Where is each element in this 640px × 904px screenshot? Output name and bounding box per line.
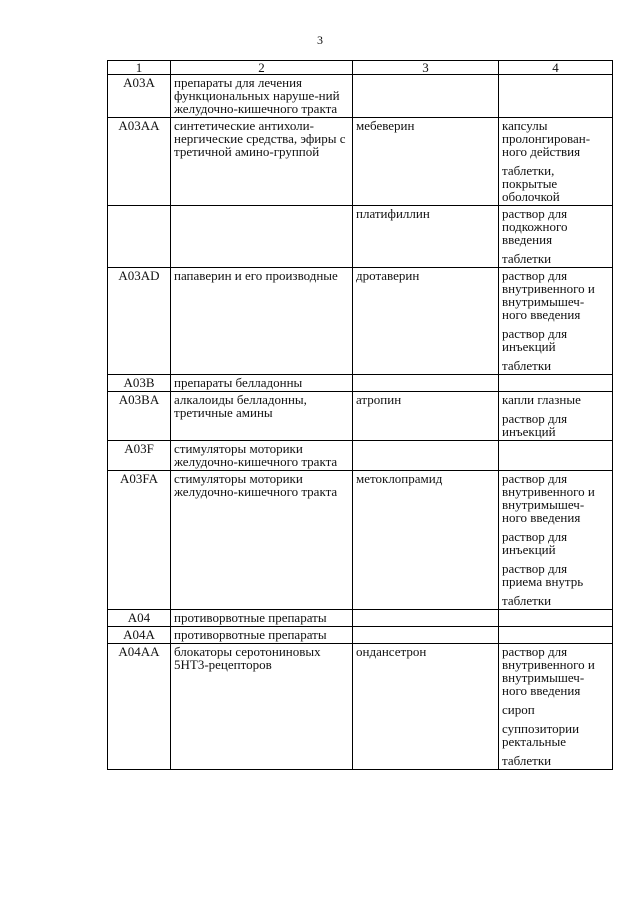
dosage-form: раствор для внутривенного и внутримышеч-ного введения	[502, 644, 595, 698]
atc-code-cell: A04	[108, 610, 171, 627]
drug-name-cell	[353, 441, 499, 471]
dosage-form: таблетки, покрытые оболочкой	[502, 163, 560, 204]
table-row	[108, 75, 613, 118]
atc-code-cell: A04AA	[108, 644, 171, 770]
atc-code-cell	[108, 206, 171, 268]
dosage-form: раствор для инъекций	[502, 529, 568, 557]
dosage-form: раствор для внутривенного и внутримышеч-ного введения	[502, 268, 595, 322]
dosage-forms-cell	[499, 118, 613, 206]
atc-code-cell: A03FA	[108, 471, 171, 610]
drug-name-cell: ондансетрон	[353, 644, 499, 770]
dosage-forms-cell	[499, 75, 613, 118]
group-name-cell: противорвотные препараты	[171, 610, 353, 627]
atc-code-cell: A04A	[108, 627, 171, 644]
dosage-forms-cell	[499, 644, 613, 770]
dosage-forms-cell	[499, 392, 613, 441]
atc-code-cell: A03BA	[108, 392, 171, 441]
drug-name-cell: метоклопрамид	[353, 471, 499, 610]
table-row	[108, 610, 613, 627]
drug-name-cell: платифиллин	[353, 206, 499, 268]
dosage-form: таблетки	[502, 358, 552, 373]
column-header: 1	[108, 61, 171, 75]
group-name-cell: стимуляторы моторики желудочно-кишечного тракта	[171, 441, 353, 471]
dosage-form: раствор для подкожного введения	[502, 206, 568, 247]
dosage-forms-cell	[499, 268, 613, 375]
table-row	[108, 268, 613, 375]
dosage-forms-cell	[499, 471, 613, 610]
group-name-cell	[171, 206, 353, 268]
group-name-cell: стимуляторы моторики желудочно-кишечного тракта	[171, 471, 353, 610]
dosage-forms-cell	[499, 610, 613, 627]
dosage-form: таблетки	[502, 251, 552, 266]
table-row	[108, 627, 613, 644]
table-row	[108, 206, 613, 268]
atc-code-cell: A03F	[108, 441, 171, 471]
group-name-cell: препараты белладонны	[171, 375, 353, 392]
group-name-cell: блокаторы серотониновых 5HT3-рецепторов	[171, 644, 353, 770]
drug-name-cell: дротаверин	[353, 268, 499, 375]
group-name-cell: противорвотные препараты	[171, 627, 353, 644]
dosage-forms-cell	[499, 627, 613, 644]
header-row	[108, 61, 613, 75]
dosage-form: таблетки	[502, 593, 552, 608]
dosage-form: сироп	[502, 702, 535, 717]
dosage-form: раствор для внутривенного и внутримышеч-ного введения	[502, 471, 595, 525]
group-name-cell: препараты для лечения функциональных наруше-ний желудочно-кишечного тракта	[171, 75, 353, 118]
column-header: 3	[353, 61, 499, 75]
dosage-forms-cell	[499, 441, 613, 471]
drug-name-cell	[353, 627, 499, 644]
atc-code-cell: A03AA	[108, 118, 171, 206]
drug-name-cell: мебеверин	[353, 118, 499, 206]
drug-table	[107, 60, 613, 770]
group-name-cell: папаверин и его производные	[171, 268, 353, 375]
drug-name-cell	[353, 375, 499, 392]
dosage-form: раствор для инъекций	[502, 326, 568, 354]
dosage-form: капли глазные	[502, 392, 581, 407]
atc-code-cell: A03B	[108, 375, 171, 392]
drug-name-cell	[353, 75, 499, 118]
dosage-form: таблетки	[502, 753, 552, 768]
dosage-form: раствор для инъекций	[502, 411, 568, 439]
table-row	[108, 375, 613, 392]
group-name-cell: алкалоиды белладонны, третичные амины	[171, 392, 353, 441]
table-row	[108, 471, 613, 610]
atc-code-cell: A03A	[108, 75, 171, 118]
page-number: 3	[317, 33, 323, 47]
drug-name-cell: атропин	[353, 392, 499, 441]
dosage-form: раствор для приема внутрь	[502, 561, 584, 589]
column-header: 4	[499, 61, 613, 75]
dosage-form: капсулы пролонгирован-ного действия	[502, 118, 591, 159]
table-row	[108, 644, 613, 770]
atc-code-cell: A03AD	[108, 268, 171, 375]
table-row	[108, 392, 613, 441]
table-row	[108, 441, 613, 471]
dosage-forms-cell	[499, 375, 613, 392]
dosage-form: суппозитории ректальные	[502, 721, 580, 749]
column-header: 2	[171, 61, 353, 75]
drug-name-cell	[353, 610, 499, 627]
dosage-forms-cell	[499, 206, 613, 268]
group-name-cell: синтетические антихоли-нергические средства, эфиры с третичной амино-группой	[171, 118, 353, 206]
table-row	[108, 118, 613, 206]
